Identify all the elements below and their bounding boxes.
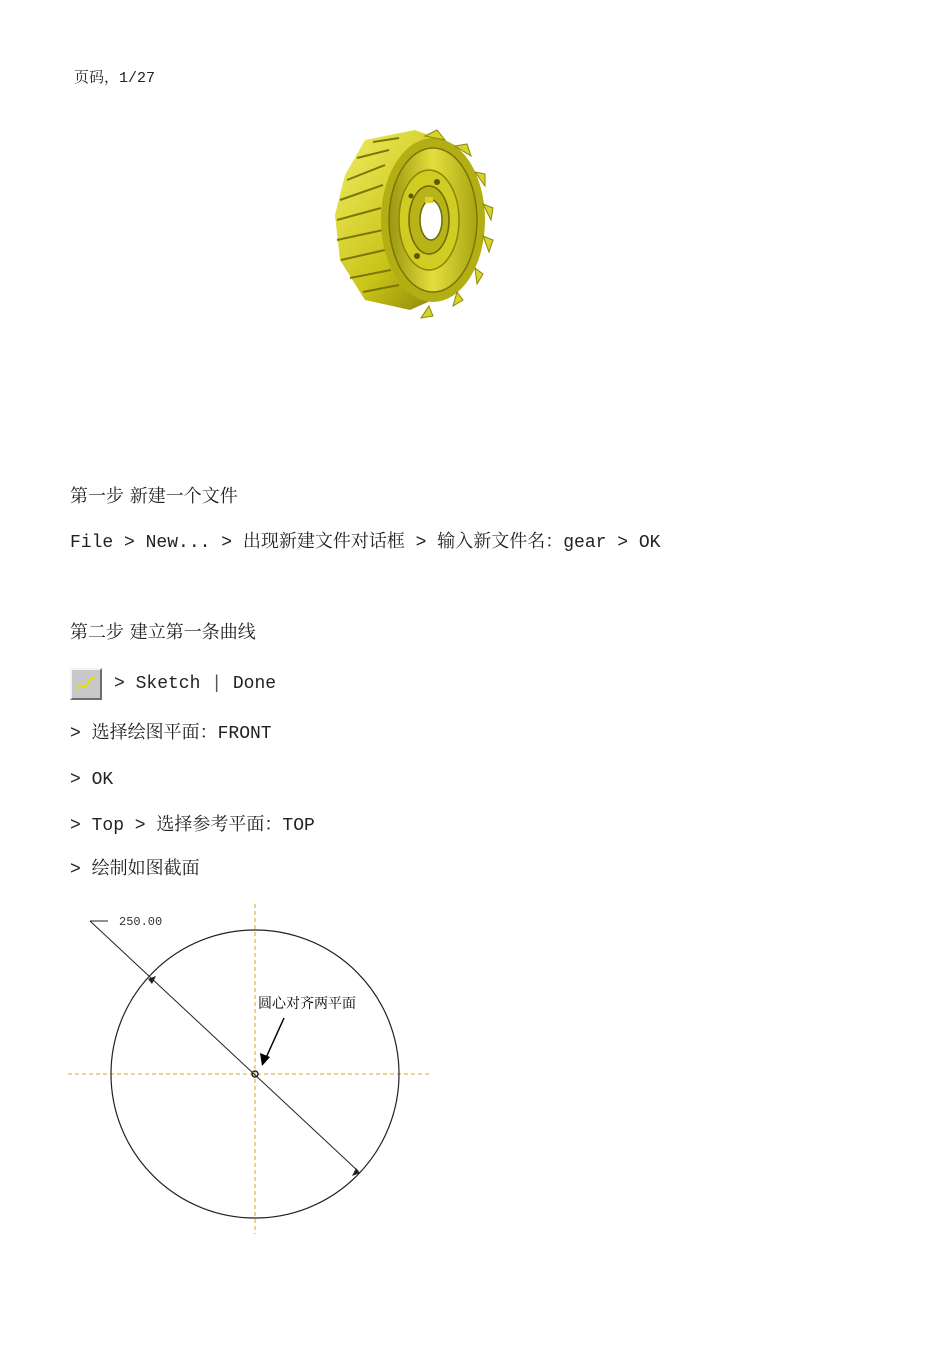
sketch-curve-icon[interactable] (70, 668, 102, 700)
page-number: 页码，1/27 (74, 70, 156, 87)
top-reference-line: > Top > 选择参考平面：TOP (70, 816, 315, 836)
done-label: Done (232, 674, 277, 694)
draw-section-line: > 绘制如图截面 (70, 860, 200, 880)
sketch-diagram (62, 900, 442, 1240)
sketch-done-line (114, 673, 276, 695)
annotation-arrow (265, 1018, 284, 1060)
ok-line: > OK (70, 770, 114, 790)
curve-icon (74, 672, 98, 696)
step1-instruction: File > New... > 出现新建文件对话框 > 输入新文件名：gear > OK (70, 533, 661, 553)
sketch-label: > Sketch (114, 674, 201, 694)
select-plane-line: > 选择绘图平面：FRONT (70, 724, 272, 744)
step2-title: 第二步 建立第一条曲线 (70, 622, 256, 643)
sketch-annotation: 圆心对齐两平面 (258, 996, 356, 1012)
diameter-dimension-line (90, 921, 358, 1171)
dimension-arrow-bottom (352, 1168, 360, 1176)
gear-illustration (325, 120, 495, 320)
step1-title: 第一步 新建一个文件 (70, 486, 238, 507)
separator: | (211, 674, 223, 694)
annotation-arrow-head (260, 1053, 270, 1066)
dimension-value: 250.00 (119, 915, 163, 929)
